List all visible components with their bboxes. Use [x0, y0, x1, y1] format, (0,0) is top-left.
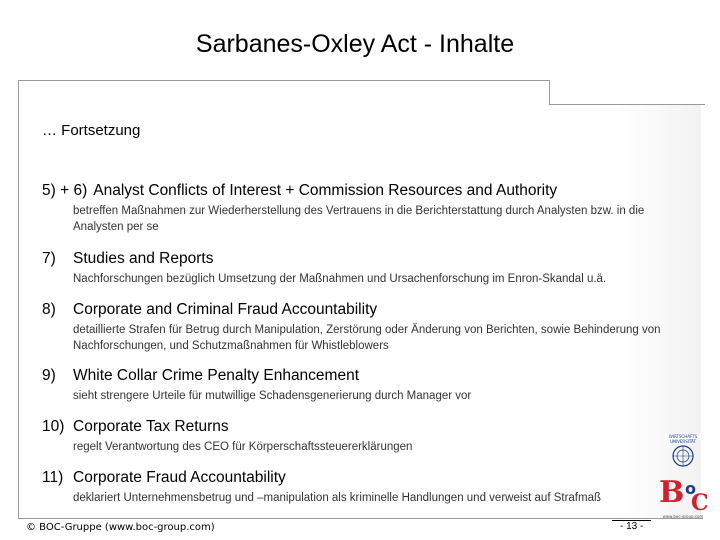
item-number: 9) [42, 367, 56, 384]
list-item [42, 417, 682, 455]
item-heading: Corporate and Criminal Fraud Accountability [73, 301, 378, 318]
item-number: 5) + 6) [42, 182, 88, 199]
list-item [42, 249, 682, 287]
boc-letters-icon [659, 475, 709, 516]
item-heading: Corporate Fraud Accountability [73, 469, 286, 486]
page-number: - 13 - [612, 520, 651, 532]
list-item [42, 181, 682, 235]
item-heading: Corporate Tax Returns [73, 418, 229, 435]
university-seal-icon [665, 434, 701, 466]
frame-left-border [18, 80, 19, 518]
item-description: regelt Verantwortung des CEO für Körperschaftssteuererklärungen [73, 441, 413, 453]
list-item [42, 468, 682, 506]
slide-content [42, 110, 682, 506]
item-number: 10) [42, 418, 65, 435]
boc-logo [655, 432, 711, 520]
logo-url: www.boc-group.com [662, 514, 704, 519]
svg-text:UNIVERSITÄT: UNIVERSITÄT [670, 439, 696, 444]
item-description: deklariert Unternehmensbetrug und –manipulation als kriminelle Handlungen und verweist auf Strafmaß [73, 492, 602, 504]
item-number: 8) [42, 301, 56, 318]
continuation-label: … Fortsetzung [42, 122, 141, 139]
slide-title: Sarbanes-Oxley Act - Inhalte [195, 30, 515, 58]
item-description: detaillierte Strafen für Betrug durch Manipulation, Zerstörung oder Änderung von Berichten, sowie Behinderung von Nachforschungen, und Schutzmaßnahmen für Whistleblowers [73, 324, 661, 352]
list-item [42, 366, 682, 404]
svg-text:o: o [685, 479, 696, 498]
footer-divider [18, 518, 703, 519]
item-number: 11) [42, 469, 64, 486]
frame-corner-tab [549, 80, 705, 105]
svg-text:WIRTSCHAFTS: WIRTSCHAFTS [668, 434, 698, 439]
item-heading: Studies and Reports [73, 250, 214, 267]
item-description: Nachforschungen bezüglich Umsetzung der Maßnahmen und Ursachenforschung im Enron-Skandal u.ä. [73, 273, 607, 285]
item-heading: Analyst Conflicts of Interest + Commission Resources and Authority [93, 182, 558, 199]
svg-text:B: B [659, 475, 685, 510]
item-description: betreffen Maßnahmen zur Wiederherstellung des Vertrauens in die Berichterstattung durch Analysten bzw. in die Analysten per se [73, 205, 645, 233]
list-item [42, 300, 682, 354]
item-number: 7) [42, 250, 56, 267]
svg-text:C: C [691, 490, 709, 516]
footer-copyright: © BOC-Gruppe (www.boc-group.com) [26, 522, 215, 533]
item-description: sieht strengere Urteile für mutwillige Schadensgenerierung durch Manager vor [73, 390, 472, 402]
item-heading: White Collar Crime Penalty Enhancement [73, 367, 360, 384]
